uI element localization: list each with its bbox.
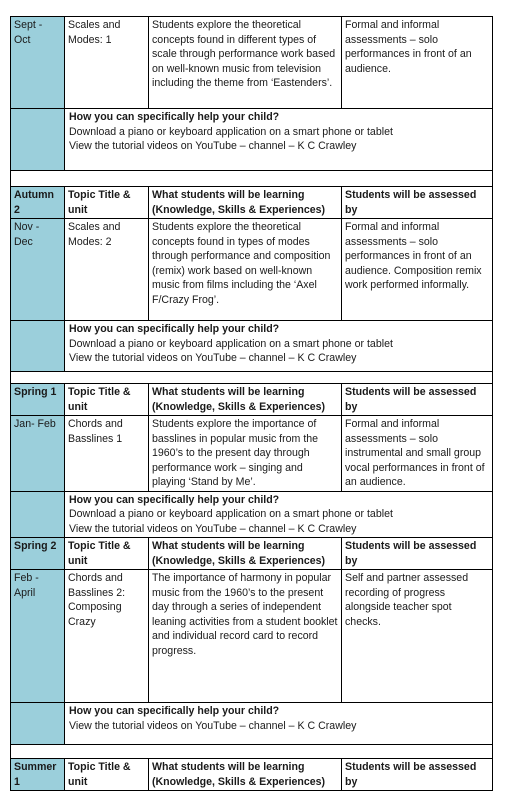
topic-cell: Scales and Modes: 2 bbox=[65, 219, 149, 321]
spacer-row bbox=[11, 171, 493, 187]
learning-cell: The importance of harmony in popular music from the 1960’s to the present day through a series of independent leaning activities from a student booklet and individual record card to record progress. bbox=[149, 570, 342, 703]
help-line: Download a piano or keyboard application on a smart phone or tablet bbox=[69, 125, 393, 138]
assessment-header-cell: Students will be assessed by bbox=[342, 759, 493, 791]
help-cell bbox=[65, 321, 493, 372]
help-row bbox=[11, 321, 493, 372]
term-header-cell: Spring 2 bbox=[11, 538, 65, 570]
term-cell bbox=[11, 321, 65, 372]
assessment-header-cell: Students will be assessed by bbox=[342, 538, 493, 570]
assessment-cell: Self and partner assessed recording of progress alongside teacher spot checks. bbox=[342, 570, 493, 703]
help-cell bbox=[65, 109, 493, 171]
assessment-header-cell: Students will be assessed by bbox=[342, 187, 493, 219]
help-line: View the tutorial videos on YouTube – channel – K C Crawley bbox=[69, 140, 357, 152]
learning-header-cell: What students will be learning (Knowledge, Skills & Experiences) bbox=[149, 384, 342, 416]
spacer-row bbox=[11, 745, 493, 759]
help-cell bbox=[65, 491, 493, 538]
term-cell bbox=[11, 703, 65, 745]
help-line: View the tutorial videos on YouTube – channel – K C Crawley bbox=[69, 522, 357, 535]
header-row bbox=[11, 384, 493, 416]
table-row bbox=[11, 17, 493, 109]
term-cell: Sept - Oct bbox=[11, 17, 65, 109]
help-question: How you can specifically help your child? bbox=[69, 323, 280, 335]
table-row bbox=[11, 416, 493, 492]
table-row bbox=[11, 570, 493, 703]
topic-cell: Scales and Modes: 1 bbox=[65, 17, 149, 109]
learning-cell: Students explore the theoretical concepts found in types of modes through performance and composition (remix) work based on well-known music from films including the ‘Axel F/Crazy Frog’. bbox=[149, 219, 342, 321]
help-question: How you can specifically help your child? bbox=[69, 111, 280, 123]
help-line: Download a piano or keyboard application on a smart phone or tablet bbox=[69, 508, 393, 520]
learning-header-cell: What students will be learning (Knowledge, Skills & Experiences) bbox=[149, 759, 342, 791]
topic-header-cell: Topic Title & unit bbox=[65, 538, 149, 570]
help-line: View the tutorial videos on YouTube – channel – K C Crawley bbox=[69, 719, 357, 732]
term-cell: Nov - Dec bbox=[11, 219, 65, 321]
topic-cell: Chords and Basslines 2: Composing Crazy bbox=[65, 570, 149, 703]
topic-header-cell: Topic Title & unit bbox=[65, 187, 149, 219]
help-cell bbox=[65, 703, 493, 745]
assessment-cell: Formal and informal assessments – solo performances in front of an audience. bbox=[342, 17, 493, 109]
header-row bbox=[11, 187, 493, 219]
topic-cell: Chords and Basslines 1 bbox=[65, 416, 149, 492]
learning-cell: Students explore the importance of basslines in popular music from the 1960’s to the present day through performance work – singing and playing ‘Stand by Me’. bbox=[149, 416, 342, 492]
term-cell: Jan- Feb bbox=[11, 416, 65, 492]
header-row bbox=[11, 759, 493, 791]
learning-header-cell: What students will be learning (Knowledge, Skills & Experiences) bbox=[149, 538, 342, 570]
topic-header-cell: Topic Title & unit bbox=[65, 759, 149, 791]
topic-header-cell: Topic Title & unit bbox=[65, 384, 149, 416]
term-header-cell: Summer 1 bbox=[11, 759, 65, 791]
assessment-cell: Formal and informal assessments – solo performances in front of an audience. Composition remix work performed informally. bbox=[342, 219, 493, 321]
help-line: View the tutorial videos on YouTube – channel – K C Crawley bbox=[69, 352, 357, 364]
help-row bbox=[11, 491, 493, 538]
assessment-cell: Formal and informal assessments – solo instrumental and small group vocal performances in front of an audience. bbox=[342, 416, 493, 492]
learning-header-cell: What students will be learning (Knowledge, Skills & Experiences) bbox=[149, 187, 342, 219]
help-row bbox=[11, 109, 493, 171]
help-line: Download a piano or keyboard application on a smart phone or tablet bbox=[69, 337, 393, 350]
curriculum-table bbox=[10, 16, 493, 791]
term-cell bbox=[11, 109, 65, 171]
help-row bbox=[11, 703, 493, 745]
term-header-cell: Autumn 2 bbox=[11, 187, 65, 219]
assessment-header-cell: Students will be assessed by bbox=[342, 384, 493, 416]
term-cell bbox=[11, 491, 65, 538]
learning-cell: Students explore the theoretical concepts found in different types of scale through performance work based on well-known music from television including the theme from ‘Eastenders’. bbox=[149, 17, 342, 109]
header-row bbox=[11, 538, 493, 570]
term-header-cell: Spring 1 bbox=[11, 384, 65, 416]
term-cell: Feb - April bbox=[11, 570, 65, 703]
spacer-row bbox=[11, 372, 493, 384]
table-row bbox=[11, 219, 493, 321]
help-question: How you can specifically help your child? bbox=[69, 493, 280, 506]
help-question: How you can specifically help your child? bbox=[69, 705, 280, 717]
